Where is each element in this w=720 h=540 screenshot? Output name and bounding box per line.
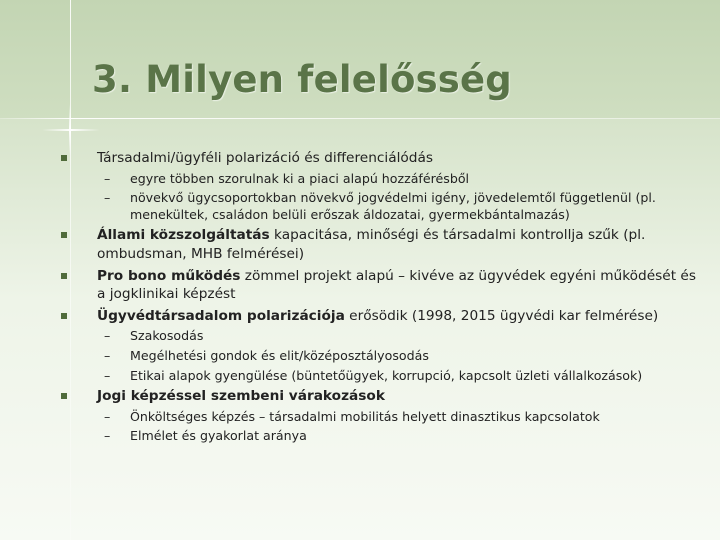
bullet-square-icon <box>61 393 67 399</box>
bullet-text-bold: Jogi képzéssel szembeni várakozások <box>97 388 385 405</box>
bullet-text-bold: Pro bono működés <box>97 267 241 284</box>
sub-bullet-item <box>0 348 720 365</box>
bullet-square-icon <box>61 273 67 279</box>
dash-marker: – <box>104 170 111 186</box>
sub-bullet-text: Megélhetési gondok és elit/középosztályosodás <box>130 347 429 363</box>
bullet-square-icon <box>61 155 67 161</box>
bullet-text: kapacitása, minőségi és társadalmi kontrollja szűk (pl. ombudsman, MHB felmérései) <box>97 227 646 262</box>
bullet-text-bold: Állami közszolgáltatás <box>97 227 270 244</box>
sub-bullet-text: növekvő ügycsoportokban növekvő jogvédelmi igény, jövedelemtől függetlenül (pl. menekültek, családon belüli erőszak áldozatai, gyermekbántalmazás) <box>130 190 656 222</box>
dash-marker: – <box>104 428 111 444</box>
sub-bullet-item <box>0 328 720 345</box>
dash-marker: – <box>104 367 111 383</box>
bullet-text: zömmel projekt alapú – kivéve az ügyvédek egyéni működését és a jogklinikai képzést <box>97 267 696 303</box>
bullet-item <box>0 149 720 168</box>
sub-bullet-item <box>0 171 720 188</box>
sub-bullet-text: egyre többen szorulnak ki a piaci alapú hozzáférésből <box>130 170 470 186</box>
bullet-text: erősödik (1998, 2015 ügyvédi kar felmérése) <box>344 307 659 324</box>
decorative-horizontal-line <box>0 118 720 119</box>
dash-marker: – <box>104 328 111 344</box>
dash-marker: – <box>104 408 111 424</box>
bullet-item <box>0 307 720 326</box>
bullet-square-icon <box>61 232 67 238</box>
dash-marker: – <box>104 190 111 206</box>
sub-bullet-item <box>0 190 720 223</box>
bullet-item <box>0 387 720 406</box>
bullet-item <box>0 267 720 304</box>
sub-bullet-text: Elmélet és gyakorlat aránya <box>130 428 307 444</box>
sub-bullet-item <box>0 428 720 445</box>
sub-bullet-text: Önköltséges képzés – társadalmi mobilitás helyett dinasztikus kapcsolatok <box>130 408 600 424</box>
sub-bullet-text: Etikai alapok gyengülése (büntetőügyek, korrupció, kapcsolt üzleti vállalkozások) <box>130 367 643 383</box>
bullet-square-icon <box>61 313 67 319</box>
dash-marker: – <box>104 347 111 363</box>
sub-bullet-item <box>0 368 720 385</box>
bullet-list <box>0 149 720 448</box>
bullet-item <box>0 226 720 263</box>
bullet-text: Társadalmi/ügyféli polarizáció és differenciálódás <box>97 150 433 166</box>
sub-bullet-text: Szakosodás <box>130 328 204 344</box>
bullet-text-bold: Ügyvédtársadalom polarizációja <box>97 307 345 324</box>
slide-title: 3. Milyen felelősség <box>92 58 512 101</box>
sub-bullet-item <box>0 409 720 426</box>
sparkle-icon-horizontal <box>42 129 100 131</box>
